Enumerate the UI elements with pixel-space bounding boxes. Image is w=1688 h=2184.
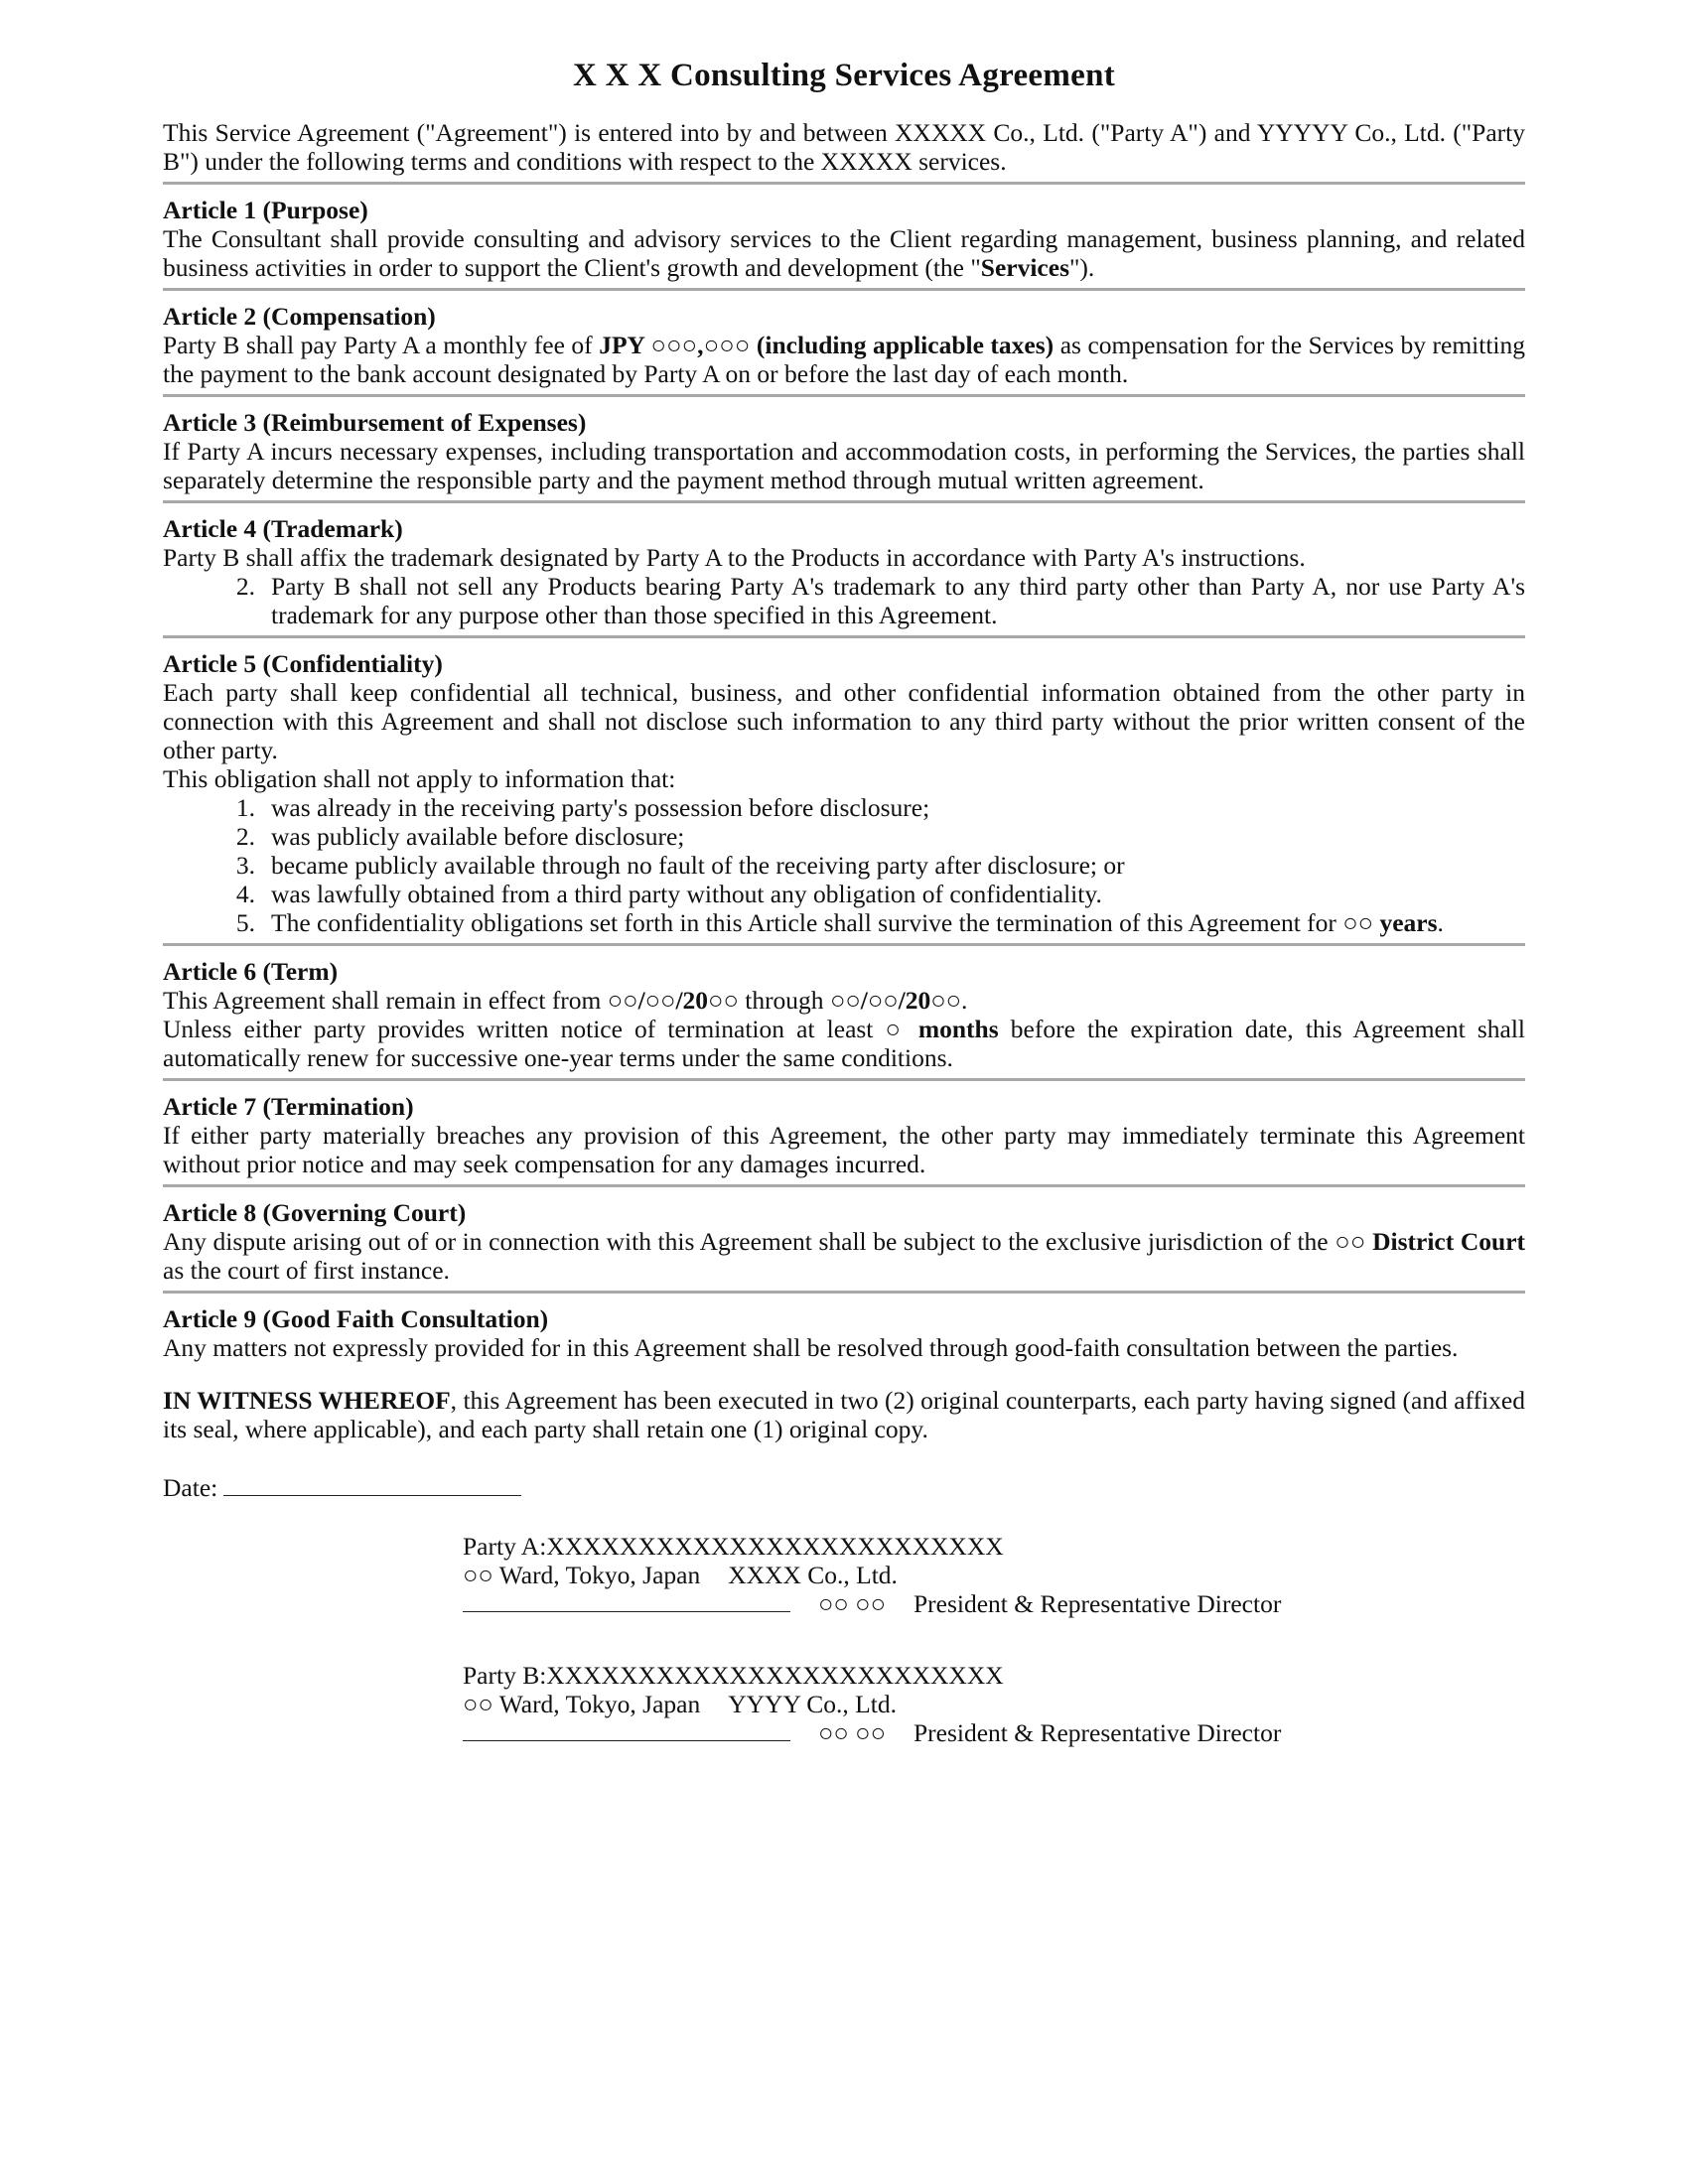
party-a-role: President & Representative Director	[913, 1589, 1282, 1618]
list-text: was lawfully obtained from a third party without any obligation of confidentiality.	[271, 880, 1102, 908]
list-item	[163, 572, 1525, 629]
divider	[163, 1291, 1525, 1294]
party-b-sign-row	[463, 1718, 1456, 1747]
article-body: The Consultant shall provide consulting and advisory services to the Client regarding management, business planning, and related business activities in order to support the Client's growth and development (the "Services").	[163, 224, 1525, 282]
party-b-name: Party B:XXXXXXXXXXXXXXXXXXXXXXXXX	[463, 1661, 1004, 1690]
party-a-signature-block	[463, 1532, 1456, 1618]
article-body: This Agreement shall remain in effect from ○○/○○/20○○ through ○○/○○/20○○.	[163, 986, 968, 1015]
article-body: If Party A incurs necessary expenses, including transportation and accommodation costs, in performing the Services, the parties shall separately determine the responsible party and the payment method through mutual written agreement.	[163, 437, 1525, 494]
divider	[163, 1078, 1525, 1081]
article-body: If either party materially breaches any provision of this Agreement, the other party may immediately terminate this Agreement without prior notice and may seek compensation for any damages incurred.	[163, 1121, 1525, 1178]
party-a-company: XXXX Co., Ltd.	[728, 1561, 898, 1589]
court-name: ○○ District Court	[1335, 1227, 1525, 1256]
article-6	[163, 958, 1525, 1072]
list-number: 4.	[235, 880, 255, 908]
article-8	[163, 1199, 1525, 1285]
list-text: became publicly available through no fault of the receiving party after disclosure; or	[271, 851, 1125, 880]
witness-paragraph: IN WITNESS WHEREOF, this Agreement has been executed in two (2) original counterparts, each party having signed (and affixed its seal, where applicable), and each party shall retain one (1) original copy.	[163, 1386, 1525, 1443]
article-body: Any matters not expressly provided for in this Agreement shall be resolved through good-faith consultation between the parties.	[163, 1333, 1459, 1362]
article-body: Party B shall pay Party A a monthly fee of JPY ○○○,○○○ (including applicable taxes) as compensation for the Services by remitting the payment to the bank account designated by Party A on or before the last day of each month.	[163, 331, 1525, 388]
article-1	[163, 197, 1525, 282]
article-heading: Article 3 (Reimbursement of Expenses)	[163, 408, 587, 437]
witness-heading: IN WITNESS WHEREOF	[163, 1386, 451, 1415]
article-heading: Article 1 (Purpose)	[163, 196, 368, 224]
list-text: The confidentiality obligations set forth in this Article shall survive the termination of this Agreement for ○○ years.	[271, 908, 1444, 937]
document-title: X X X Consulting Services Agreement	[572, 58, 1116, 93]
date-row	[163, 1473, 1525, 1502]
party-b-company: YYYY Co., Ltd.	[728, 1690, 897, 1718]
party-a-address-row	[463, 1561, 1456, 1589]
divider	[163, 943, 1525, 946]
article-heading: Article 4 (Trademark)	[163, 514, 403, 543]
article-body: Unless either party provides written notice of termination at least ○ months before the expiration date, this Agreement shall automatically renew for successive one-year terms under the same conditions.	[163, 1015, 1525, 1072]
divider	[163, 1184, 1525, 1187]
list-number: 3.	[235, 851, 255, 880]
party-a-address: ○○ Ward, Tokyo, Japan	[463, 1561, 701, 1589]
bold-term: Services	[980, 253, 1069, 282]
article-heading: Article 7 (Termination)	[163, 1092, 414, 1121]
list-item	[163, 822, 1525, 851]
divider	[163, 182, 1525, 185]
party-b-signature-line[interactable]	[463, 1718, 790, 1741]
party-b-address: ○○ Ward, Tokyo, Japan	[463, 1690, 701, 1718]
list-item	[163, 793, 1525, 822]
list-item	[163, 908, 1525, 937]
article-body: Party B shall affix the trademark designated by Party A to the Products in accordance with Party A's instructions.	[163, 543, 1306, 572]
article-3	[163, 409, 1525, 494]
date-label: Date:	[163, 1473, 218, 1502]
list-text: Party B shall not sell any Products bearing Party A's trademark to any third party other than Party A, nor use Party A's trademark for any purpose other than those specified in this Agreement.	[271, 572, 1525, 629]
article-body: Each party shall keep confidential all technical, business, and other confidential information obtained from the other party in connection with this Agreement and shall not disclose such information to any third party without the prior written consent of the other party.	[163, 678, 1525, 764]
list-number: 1.	[235, 793, 255, 822]
fee-amount: JPY ○○○,○○○ (including applicable taxes)	[599, 331, 1055, 359]
list-item	[163, 880, 1525, 908]
article-body: Any dispute arising out of or in connection with this Agreement shall be subject to the exclusive jurisdiction of the ○○ District Court as the court of first instance.	[163, 1227, 1525, 1285]
party-a-signature-line[interactable]	[463, 1589, 790, 1612]
list-text: was publicly available before disclosure;	[271, 822, 685, 851]
divider	[163, 394, 1525, 397]
list-number: 2.	[235, 572, 255, 601]
list-text: was already in the receiving party's possession before disclosure;	[271, 793, 930, 822]
divider	[163, 635, 1525, 638]
party-a-name: Party A:XXXXXXXXXXXXXXXXXXXXXXXXX	[463, 1532, 1004, 1561]
article-7	[163, 1093, 1525, 1178]
article-2	[163, 303, 1525, 388]
divider	[163, 288, 1525, 291]
article-heading: Article 8 (Governing Court)	[163, 1198, 467, 1227]
party-b-role: President & Representative Director	[913, 1718, 1282, 1747]
article-heading: Article 2 (Compensation)	[163, 302, 436, 331]
list-number: 5.	[235, 908, 255, 937]
article-heading: Article 9 (Good Faith Consultation)	[163, 1304, 549, 1333]
agreement-page	[163, 58, 1525, 1747]
list-item	[163, 851, 1525, 880]
notice-period: ○ months	[885, 1015, 999, 1043]
article-body: This obligation shall not apply to information that:	[163, 764, 676, 793]
date-blank-line[interactable]	[223, 1473, 521, 1496]
article-5	[163, 650, 1525, 937]
party-b-signature-block	[463, 1661, 1456, 1747]
divider	[163, 500, 1525, 503]
end-date: ○○/○○/20○○	[829, 986, 962, 1015]
start-date: ○○/○○/20○○	[607, 986, 739, 1015]
years-term: ○○ years	[1342, 908, 1438, 937]
article-heading: Article 6 (Term)	[163, 957, 339, 986]
list-number: 2.	[235, 822, 255, 851]
article-4	[163, 515, 1525, 629]
party-b-representative: ○○ ○○	[818, 1718, 886, 1747]
article-heading: Article 5 (Confidentiality)	[163, 649, 443, 678]
party-a-sign-row	[463, 1589, 1456, 1618]
party-a-representative: ○○ ○○	[818, 1589, 886, 1618]
party-b-address-row	[463, 1690, 1456, 1718]
intro-paragraph: This Service Agreement ("Agreement") is entered into by and between XXXXX Co., Ltd. ("Party A") and YYYYY Co., Ltd. ("Party B") under the following terms and conditions with respect to the XXXXX services.	[163, 118, 1525, 176]
article-9	[163, 1305, 1525, 1362]
